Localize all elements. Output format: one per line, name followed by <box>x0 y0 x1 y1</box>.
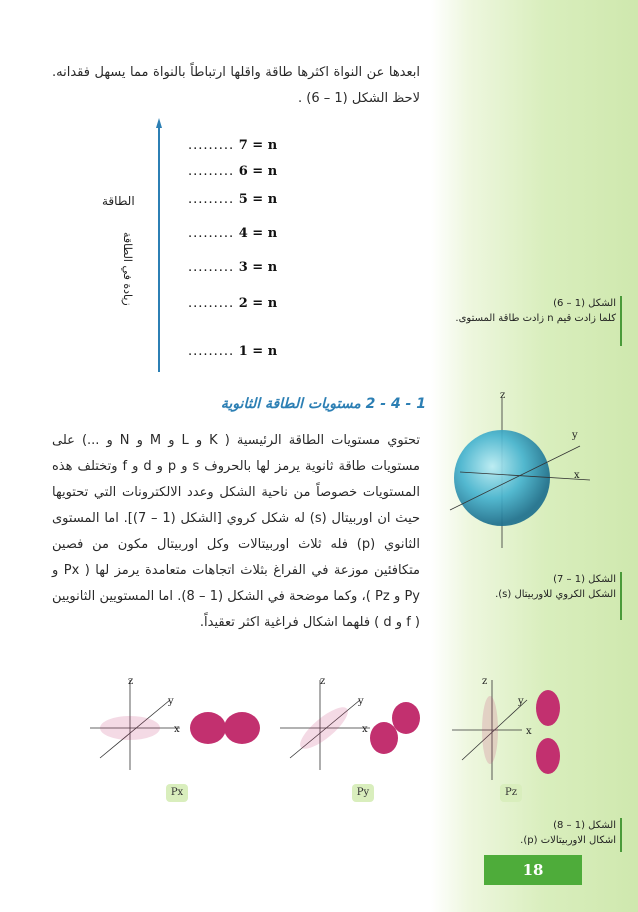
pz-axis-z: z <box>482 676 488 687</box>
px-axis-z: z <box>128 676 134 687</box>
pz-axis-y: y <box>518 696 524 707</box>
pz-orbital-figure <box>452 680 572 790</box>
px-label: Px <box>166 784 188 802</box>
py-axis-x: x <box>362 724 368 735</box>
figure-1-6-text: كلما زادت قيم n زادت طاقة المستوى. <box>455 313 616 324</box>
py-orbital-figure <box>280 680 430 780</box>
pz-axis-x: x <box>526 726 532 737</box>
figure-1-8-text: اشكال الاوربيتالات (p). <box>520 835 616 846</box>
level-3: ......... 3 = n <box>188 260 278 275</box>
level-2: ......... 2 = n <box>188 296 278 311</box>
pz-label: Pz <box>500 784 522 802</box>
figure-1-6-title: الشكل (1 – 6) <box>553 298 616 309</box>
py-axis-z: z <box>320 676 326 687</box>
level-7: ......... 7 = n <box>188 138 278 153</box>
py-axis-y: y <box>358 696 364 707</box>
s-axis-y: y <box>572 430 578 441</box>
sublevels-paragraph: تحتوي مستويات الطاقة الرئيسية ( K و L و M و N و ...) على مستويات طاقة ثانوية يرمز لها بالحروف s و p و d و f وتختلف هذه المستويات خصوصاً من ناحية الشكل وعدد الالكترونات التي تحتويها حيث ان اوربيتال (s) له شكل كروي [الشكل (1 – 7)]. اما المستوى الثانوي (p) فله ثلاث اوربيتالات وكل اوربيتال مكون من فصين متكافئين موزعة في الفراغ بثلاث اتجاهات متعامدة يرمز لها ( Px و Py و Pz )، وكما موضحة في الشكل (1 – 8). اما المستويين الثانويين ( f و d ) فلهما اشكال فراغية اكثر تعقيداً. <box>52 433 421 630</box>
intro-paragraph: ابعدها عن النواة اكثرها طاقة واقلها ارتباطاً بالنواة مما يسهل فقدانه. لاحظ الشكل (1 – 6) . <box>52 65 420 106</box>
level-5: ......... 5 = n <box>188 192 278 207</box>
page-number: 18 <box>484 855 582 885</box>
level-4: ......... 4 = n <box>188 226 278 241</box>
figure-1-7-text: الشكل الكروي للاوربيتال (s). <box>495 589 616 600</box>
figure-1-8-caption <box>438 818 616 848</box>
figure-1-8-title: الشكل (1 – 8) <box>553 820 616 831</box>
figure-1-7-caption <box>438 572 616 602</box>
level-6: ......... 6 = n <box>188 164 278 179</box>
section-heading: 1 - 4 - 2 مستويات الطاقة الثانوية <box>220 396 426 412</box>
s-axis-x: x <box>574 470 580 481</box>
energy-increase-label: زيادة في الطاقة <box>121 232 134 306</box>
px-axis-y: y <box>168 696 174 707</box>
level-1: ......... 1 = n <box>188 344 278 359</box>
py-label: Py <box>352 784 374 802</box>
s-axis-z: z <box>500 390 506 401</box>
energy-arrow <box>156 118 162 372</box>
px-axis-x: x <box>174 724 180 735</box>
figure-1-6-caption <box>438 296 616 326</box>
energy-levels-diagram <box>160 110 350 370</box>
figure-1-7-title: الشكل (1 – 7) <box>553 574 616 585</box>
energy-label: الطاقة <box>102 194 135 208</box>
